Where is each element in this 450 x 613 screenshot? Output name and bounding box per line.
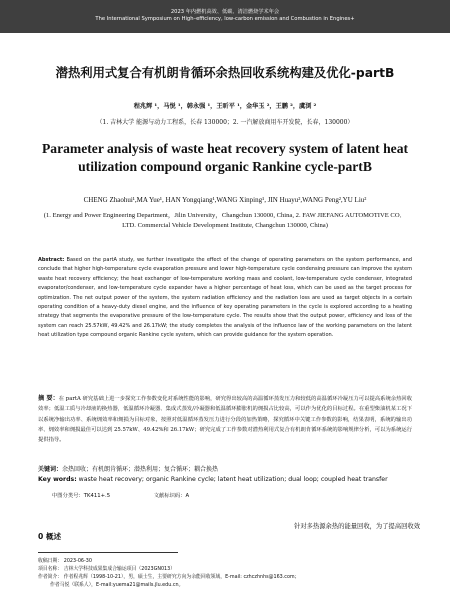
conference-name-cn: 2023 年内燃机高效、低碳、清洁燃烧学术年会	[170, 9, 280, 15]
abstract-cn-text: 在 partA 研究基础上进一步探究工作参数变化对系统性能的影响，研究得出较高的高温循环蒸发压力和较低的高温循环冷凝压力可以提高系统余热回收效率；低温工质与冷却液的换热器，低温循环冷凝器、集成式蒸发/冷凝器和低温循环膨胀机的㶲损占比较高，可以作为优化的目标过程。在重型柴油机某工况下以系统净输出功率、系统㶲效率和㶲损为目标对象，按照对低温循环蒸发压力进行分段的加热策略，探究循环中关键工作参数的影响，结果表明，系统的输出功率、㶲效率和㶲损最佳可以达到 25.57kW、49.42%和 26.17kW；研究完成了工作参数对潜热利用式复合有机朗肯循环系统的影响规律分析，可以为系统运行提供指导。	[38, 396, 412, 444]
keywords-en	[38, 476, 412, 483]
keywords-cn-label: 关键词：	[38, 466, 63, 473]
abstract-en-text: Based on the partA study, we further investigate the effect of the change of operating parameters on the system performance, and conclude that higher high-temperature cycle evaporation pressure and lower high-temperature cycle condensing pressure can improve the system waste heat recovery efficiency; the heat exchanger of low-temperature working mass and coolant, low-temperature cycle condenser, integrated evaporator/condenser, and low-temperature cycle expander have a higher percentage of heat loss, which can be used as the target process for optimization. The net output power of the system, the system radiation efficiency and the radiation loss are used as target objects in a certain operating condition of a heavy-duty diesel engine, and the influence of key operating parameters in the cycle is explored according to a heating strategy that segments the evaporative pressure of the low-temperature cycle. The results show that the output power, efficiency and loss of the system can reach 25.57kW, 49.42% and 26.17kW; the study completes the analysis of the influence law of the working parameters on the latent heat utilization type compound organic Rankine cycle system, which can provide guidance for the system operation.	[38, 257, 412, 339]
keywords-cn-text: 余热回收；有机朗肯循环；潜热利用；复合循环；耦合换热	[62, 466, 219, 473]
body-text-right-column: 针对多热源余热的能量回收，为了提高回收效	[294, 523, 420, 530]
authors-cn: 程兆辉 ¹，马悦 ¹，韩永强 ¹，王昕平 ¹，金华玉 ²，王鹏 ²，虞浏 ²	[133, 103, 317, 110]
abstract-cn	[38, 394, 412, 445]
footnote-received: 收稿日期： 2023-06-30	[38, 558, 92, 564]
footnote-fund: 项目名称： 吉林大学科技成果集成合输运项目（2023GN013）	[38, 566, 176, 572]
authors-en: CHENG Zhaohui¹,MA Yue¹, HAN Yongqiang¹,WANG Xinping¹, JIN Huayu²,WANG Peng²,YU Liu²	[83, 196, 367, 204]
document-code: 文献标识码：A	[153, 493, 190, 499]
paper-title-cn: 潜热利用式复合有机朗肯循环余热回收系统构建及优化-partB	[55, 66, 395, 80]
conference-header	[0, 0, 450, 33]
paper-title-en: Parameter analysis of waste heat recovery system of latent heat utilization compound organic Rankine cycle-partB	[41, 141, 409, 174]
abstract-en-label: Abstract:	[38, 257, 65, 263]
abstract-en	[38, 256, 412, 341]
keywords-en-label: Key words:	[38, 476, 77, 483]
abstract-cn-label: 摘 要：	[38, 395, 59, 402]
conference-name-en: The International Symposium on High–efficiency, low-carbon emission and Combustion in Engines+	[95, 16, 355, 22]
footnote	[38, 557, 412, 589]
footnote-author: 作者简介： 作者程兆辉（1998-10-21），男，硕士生，主要研究方向为余能回收领域，E-mail: czhczhnhs@163.com；	[38, 574, 300, 580]
footnote-divider	[38, 552, 178, 553]
keywords-en-text: waste heat recovery; organic Rankine cycle; latent heat utilization; dual loop; coupled heat transfer	[78, 476, 388, 483]
section-heading: 0 概述	[38, 532, 62, 541]
footnote-corresponding: 作者马悦（联系人），E-mail:yuema21@mails.jlu.edu.cn。	[50, 582, 184, 588]
classification-line	[52, 491, 352, 499]
keywords-cn	[38, 464, 412, 473]
clc-number: 中图分类号：TK411+.5	[52, 493, 111, 499]
affiliation-cn: （1. 吉林大学 能源与动力工程系，长春 130000；2. 一汽解放商用车开发院，长春，130000）	[96, 119, 354, 126]
affiliation-en: (1. Energy and Power Engineering Department，Jilin University，Changchun 130000, China, 2. FAW JIEFANG AUTOMOTIVE CO．LTD. Commercial Vehicle Development Institute, Changchun 130000, China)	[43, 212, 407, 229]
